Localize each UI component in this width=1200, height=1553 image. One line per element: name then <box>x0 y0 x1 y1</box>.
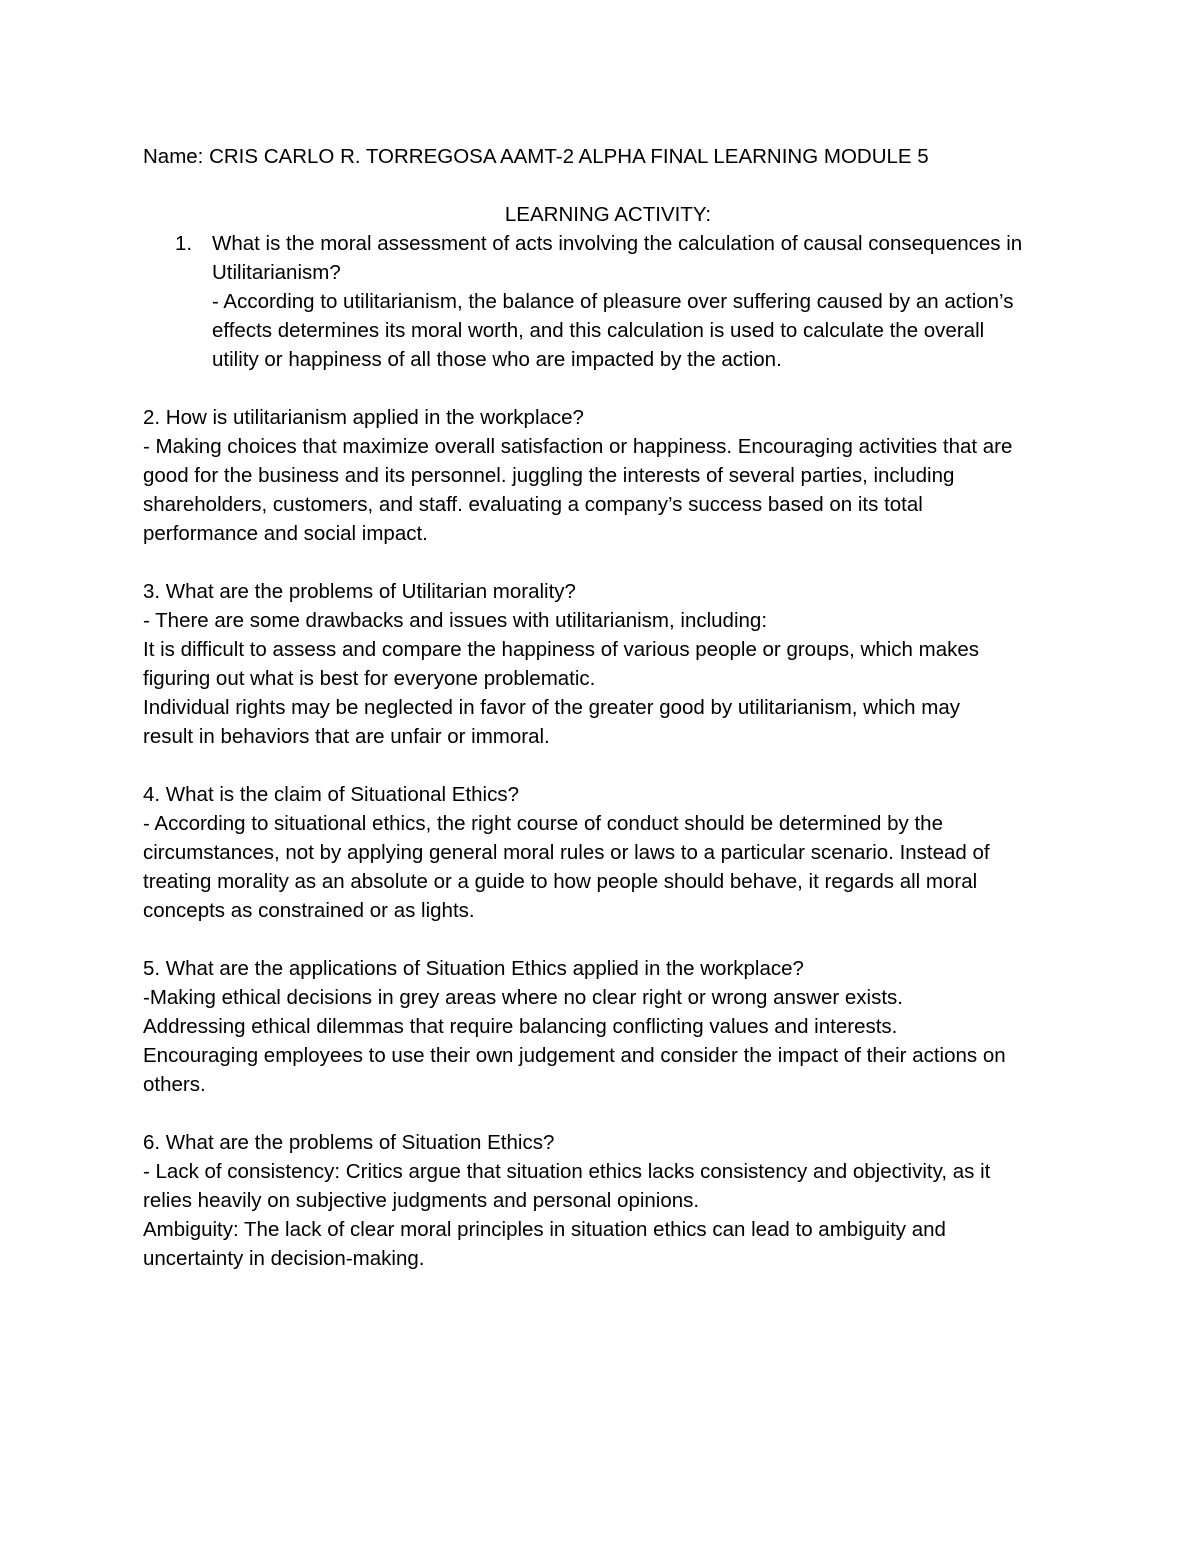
answer-3-line: It is difficult to assess and compare the happiness of various people or groups, which makes <box>143 638 980 661</box>
question-1-text-line: Utilitarianism? <box>212 261 341 284</box>
answer-6-line: relies heavily on subjective judgments and personal opinions. <box>143 1189 700 1212</box>
spacer <box>143 751 1073 780</box>
answer-4-line: concepts as constrained or as lights. <box>143 899 475 922</box>
answer-4-line: treating morality as an absolute or a guide to how people should behave, it regards all moral <box>143 870 978 893</box>
question-6-text: 6. What are the problems of Situation Ethics? <box>143 1131 555 1154</box>
answer-3-line: result in behaviors that are unfair or immoral. <box>143 725 550 748</box>
answer-2-line: shareholders, customers, and staff. evaluating a company’s success based on its total <box>143 493 923 516</box>
spacer <box>143 374 1073 403</box>
spacer <box>143 171 1073 200</box>
activity-title: LEARNING ACTIVITY: <box>504 203 712 226</box>
answer-1-line: utility or happiness of all those who are impacted by the action. <box>212 348 782 371</box>
answer-5-line: -Making ethical decisions in grey areas where no clear right or wrong answer exists. <box>143 986 903 1009</box>
answer-2-line: performance and social impact. <box>143 522 428 545</box>
question-5 <box>143 954 1073 1099</box>
answer-6-line: - Lack of consistency: Critics argue that situation ethics lacks consistency and objectivity, as it <box>143 1160 991 1183</box>
document-body <box>143 142 1073 1273</box>
answer-3-line: - There are some drawbacks and issues with utilitarianism, including: <box>143 609 768 632</box>
answer-5-line: others. <box>143 1073 206 1096</box>
answer-4-line: - According to situational ethics, the right course of conduct should be determined by the <box>143 812 943 835</box>
answer-1-line: effects determines its moral worth, and this calculation is used to calculate the overall <box>212 319 985 342</box>
list-number: 1. <box>175 232 193 255</box>
question-6 <box>143 1128 1073 1273</box>
spacer <box>143 1099 1073 1128</box>
header-line: Name: CRIS CARLO R. TORREGOSA AAMT-2 ALPHA FINAL LEARNING MODULE 5 <box>143 145 929 168</box>
answer-2-line: - Making choices that maximize overall satisfaction or happiness. Encouraging activities that are <box>143 435 1013 458</box>
answer-6-line: uncertainty in decision-making. <box>143 1247 425 1270</box>
answer-3-line: Individual rights may be neglected in favor of the greater good by utilitarianism, which may <box>143 696 961 719</box>
question-1-text-line: What is the moral assessment of acts involving the calculation of causal consequences in <box>212 232 1023 255</box>
answer-5-line: Addressing ethical dilemmas that require balancing conflicting values and interests. <box>143 1015 898 1038</box>
question-2 <box>143 403 1073 548</box>
question-3-text: 3. What are the problems of Utilitarian morality? <box>143 580 576 603</box>
question-1 <box>143 229 1073 374</box>
answer-5-line: Encouraging employees to use their own judgement and consider the impact of their actions on <box>143 1044 1006 1067</box>
answer-3-line: figuring out what is best for everyone problematic. <box>143 667 596 690</box>
question-5-text: 5. What are the applications of Situation Ethics applied in the workplace? <box>143 957 804 980</box>
answer-1-line: - According to utilitarianism, the balance of pleasure over suffering caused by an action’s <box>212 290 1014 313</box>
question-4-text: 4. What is the claim of Situational Ethics? <box>143 783 520 806</box>
question-2-text: 2. How is utilitarianism applied in the workplace? <box>143 406 584 429</box>
spacer <box>143 548 1073 577</box>
question-4 <box>143 780 1073 925</box>
question-3 <box>143 577 1073 751</box>
answer-6-line: Ambiguity: The lack of clear moral principles in situation ethics can lead to ambiguity and <box>143 1218 946 1241</box>
answer-2-line: good for the business and its personnel. juggling the interests of several parties, including <box>143 464 955 487</box>
answer-4-line: circumstances, not by applying general moral rules or laws to a particular scenario. Instead of <box>143 841 990 864</box>
spacer <box>143 925 1073 954</box>
